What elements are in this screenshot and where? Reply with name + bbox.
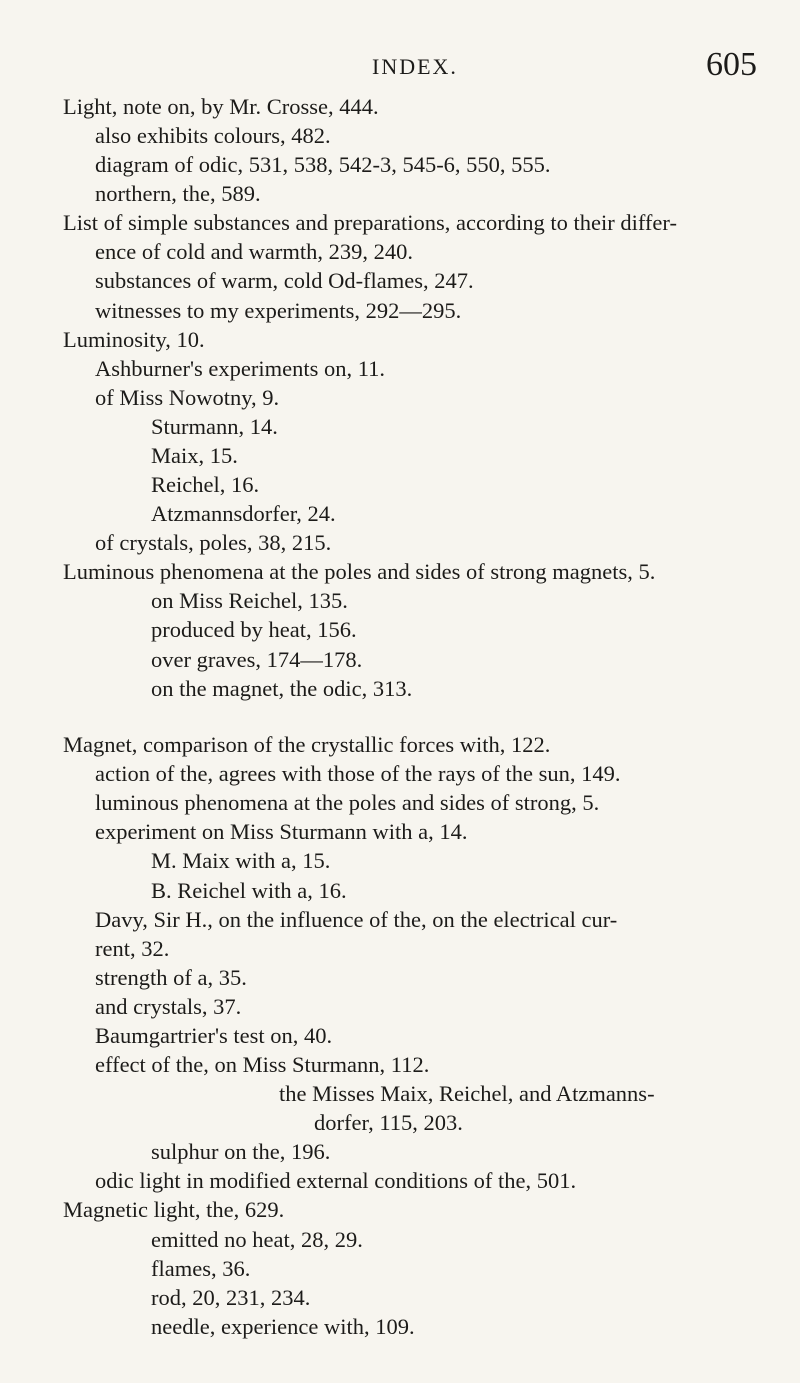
- index-line: rod, 20, 231, 234.: [151, 1285, 311, 1310]
- index-line: emitted no heat, 28, 29.: [151, 1227, 363, 1252]
- page-number: 605: [706, 46, 757, 83]
- index-line: strength of a, 35.: [95, 965, 247, 990]
- index-line: Light, note on, by Mr. Crosse, 444.: [63, 94, 379, 119]
- index-line: and crystals, 37.: [95, 994, 242, 1019]
- index-line: also exhibits colours, 482.: [95, 123, 331, 148]
- index-line: Luminous phenomena at the poles and sides of strong magnets, 5.: [63, 559, 656, 584]
- index-line: Atzmannsdorfer, 24.: [151, 501, 336, 526]
- index-line: Magnet, comparison of the crystallic forces with, 122.: [63, 732, 551, 757]
- index-line: Ashburner's experiments on, 11.: [95, 356, 386, 381]
- page-header: [0, 26, 800, 83]
- index-line: of Miss Nowotny, 9.: [95, 385, 280, 410]
- index-line: northern, the, 589.: [95, 181, 261, 206]
- index-line: ence of cold and warmth, 239, 240.: [95, 239, 414, 264]
- index-line: flames, 36.: [151, 1256, 251, 1281]
- index-line: Davy, Sir H., on the influence of the, on the electrical cur-: [95, 907, 618, 932]
- index-line: M. Maix with a, 15.: [151, 848, 331, 873]
- index-line: produced by heat, 156.: [151, 617, 357, 642]
- index-line: Baumgartrier's test on, 40.: [95, 1023, 333, 1048]
- index-line: the Misses Maix, Reichel, and Atzmanns-: [279, 1081, 655, 1106]
- index-line: witnesses to my experiments, 292—295.: [95, 298, 462, 323]
- running-head: INDEX.: [372, 54, 458, 79]
- index-line: Sturmann, 14.: [151, 414, 278, 439]
- index-line: B. Reichel with a, 16.: [151, 878, 347, 903]
- index-line: rent, 32.: [95, 936, 170, 961]
- index-line: on the magnet, the odic, 313.: [151, 676, 413, 701]
- index-line: over graves, 174—178.: [151, 647, 363, 672]
- index-line: action of the, agrees with those of the rays of the sun, 149.: [95, 761, 621, 786]
- index-line: on Miss Reichel, 135.: [151, 588, 348, 613]
- index-line: List of simple substances and preparations, according to their differ-: [63, 210, 677, 235]
- index-line: diagram of odic, 531, 538, 542-3, 545-6, 550, 555.: [95, 152, 551, 177]
- index-line: substances of warm, cold Od-flames, 247.: [95, 268, 474, 293]
- index-line: needle, experience with, 109.: [151, 1314, 415, 1339]
- index-line: Luminosity, 10.: [63, 327, 205, 352]
- index-line: Reichel, 16.: [151, 472, 260, 497]
- index-line: effect of the, on Miss Sturmann, 112.: [95, 1052, 430, 1077]
- index-line: dorfer, 115, 203.: [314, 1110, 463, 1135]
- index-line: Maix, 15.: [151, 443, 238, 468]
- index-line: of crystals, poles, 38, 215.: [95, 530, 332, 555]
- index-line: sulphur on the, 196.: [151, 1139, 331, 1164]
- index-line: Magnetic light, the, 629.: [63, 1197, 285, 1222]
- index-line: experiment on Miss Sturmann with a, 14.: [95, 819, 468, 844]
- index-line: luminous phenomena at the poles and sides of strong, 5.: [95, 790, 600, 815]
- index-line: odic light in modified external conditions of the, 501.: [95, 1168, 577, 1193]
